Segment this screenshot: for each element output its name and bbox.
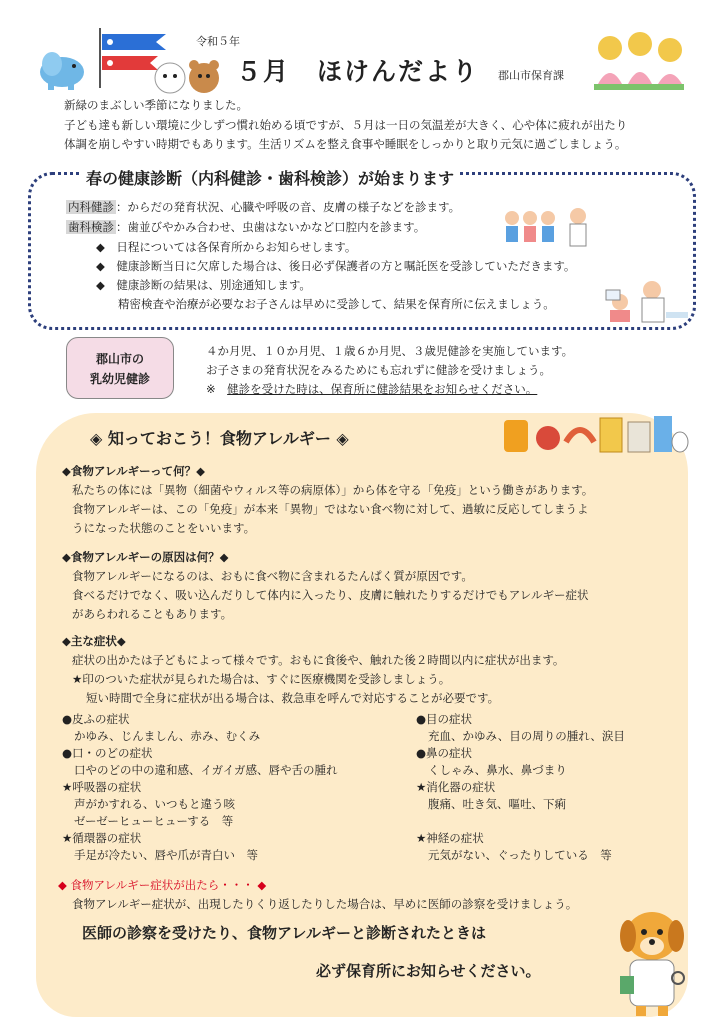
symptom-circ-line: 手足が冷たい、唇や爪が青白い 等 [74,848,258,862]
symptom-mouth-line: 口やのどの中の違和感、イガイガ感、唇や舌の腫れ [74,763,338,777]
symptom-nose-line: くしゃみ、鼻水、鼻づまり [428,763,567,777]
shika-text: ：歯並びやかみ合わせ、虫歯はないかなど口腔内を診ます。 [116,220,426,234]
flowers-illustration [588,30,690,96]
allergy-q1-line-1: 私たちの体には「異物（細菌やウィルス等の病原体）」から体を守る「免疫」という働きがあります。 [72,483,594,497]
checkup-bullet-1: ◆ 日程については各保育所からお知らせします。 [96,240,357,254]
shika-row [66,218,425,237]
infant-box-line-2: 乳幼児健診 [89,372,150,386]
publisher-label: 郡山市保育課 [498,69,564,82]
animal-friends-illustration [150,56,226,96]
symptom-skin-line: かゆみ、じんましん、赤み、むくみ [74,729,261,743]
checkup-bullet-3: ◆ 健康診断の結果は、別途通知します。 [96,278,311,292]
allergy-q3-line-2: ★印のついた症状が見られた場合は、すぐに医療機関を受診しましょう。 [72,672,451,686]
allergy-q3-line-3: 短い時間で全身に症状が出る場合は、救急車を呼んで対応することが必要です。 [86,691,500,705]
checkup-title: 春の健康診断（内科健診・歯科検診）が始まります [80,166,460,189]
symptom-nerve-line: 元気がない、ぐったりしている 等 [428,848,612,862]
allergy-q1-line-3: うになった状態のことをいいます。 [72,521,256,535]
symptom-nerve-head: ★神経の症状 [416,831,484,845]
allergy-q3-line-1: 症状の出かたは子どもによって様々です。おもに食後や、触れた後２時間以内に症状が出ます。 [72,653,565,667]
symptom-skin-head: ●皮ふの症状 [62,712,130,726]
intro-line-1: 新緑のまぶしい季節になりました。 [64,98,248,112]
diamond-icon: ◆ [96,240,105,254]
era-label: 令和５年 [196,35,240,48]
symptom-digest-line: 腹痛、吐き気、嘔吐、下痢 [428,797,566,811]
checkup-bullet-2: ◆ 健康診断当日に欠席した場合は、後日必ず保護者の方と嘱託医を受診していただきます。 [96,259,576,273]
allergy-q4: ◆ 食物アレルギー症状が出たら・・・ ◆ [58,878,267,892]
naika-text: ：からだの発育状況、心臓や呼吸の音、皮膚の様子などを診ます。 [116,200,461,214]
naika-label: 内科健診 [68,200,114,214]
doctor-children-illustration [500,206,596,248]
naika-row [66,198,460,217]
elephant-illustration [34,46,94,90]
symptom-eye-head: ●目の症状 [416,712,473,726]
symptom-resp-head: ★呼吸器の症状 [62,780,142,794]
closing-line-2: 必ず保育所にお知らせください。 [316,962,541,980]
dental-exam-illustration [596,278,692,328]
shika-label: 歯科検診 [68,220,114,234]
allergy-q2-line-3: があらわれることもあります。 [72,607,233,621]
allergy-q2-line-2: 食べるだけでなく、吸い込んだりして体内に入ったり、皮膚に触れたりするだけでもアレルギー症状 [72,588,589,602]
allergy-q2: ◆食物アレルギーの原因は何？◆ [62,550,229,564]
infant-checkup-box [66,337,174,399]
intro-line-2: 子ども達も新しい環境に少しずつ慣れ始める頃ですが、５月は一日の気温差が大きく、心や体に疲れが出たり [64,118,628,132]
checkup-note: 精密検査や治療が必要なお子さんは早めに受診して、結果を保育所に伝えましょう。 [118,297,555,311]
infant-note [206,380,537,399]
intro-line-3: 体調を崩しやすい時期でもあります。生活リズムを整え食事や睡眠をしっかりと取り元気に過ごしましょう。 [64,137,627,151]
symptom-eye-line: 充血、かゆみ、目の周りの腫れ、涙目 [428,729,625,743]
infant-line-1: ４か月児、１０か月児、１歳６か月児、３歳児健診を実施しています。 [206,344,574,358]
infant-note-text: 健診を受けた時は、保育所に健診結果をお知らせください。 [227,382,538,396]
allergen-foods-illustration [500,412,690,456]
symptom-digest-head: ★消化器の症状 [416,780,496,794]
symptom-resp-line-1: 声がかすれる、いつもと違う咳 [74,797,235,811]
closing-line-1: 医師の診察を受けたり、食物アレルギーと診断されたときは [82,924,487,942]
symptom-resp-line-2: ゼーゼーヒューヒューする 等 [74,814,234,828]
symptom-mouth-head: ●口・のどの症状 [62,746,153,760]
allergy-q3: ◆主な症状◆ [62,634,126,648]
infant-box-line-1: 郡山市の [95,352,144,366]
dog-doctor-illustration [612,906,692,1018]
note-mark: ※ [206,382,216,396]
diamond-icon: ◆ [96,259,105,273]
allergy-q1-line-2: 食物アレルギーは、この「免疫」が本来「異物」ではない食べ物に対して、過敏に反応してしまうよ [72,502,589,516]
allergy-title: ◈ 知っておこう！食物アレルギー ◈ [90,429,349,448]
symptom-nose-head: ●鼻の症状 [416,746,473,760]
allergy-q4-line: 食物アレルギー症状が、出現したりくり返したりした場合は、早めに医師の診察を受けましょう。 [72,897,578,911]
page-title: ５月 ほけんだより [236,57,480,86]
diamond-icon: ◆ [96,278,105,292]
symptom-circ-head: ★循環器の症状 [62,831,142,845]
infant-line-2: お子さまの発育状況をみるためにも忘れずに健診を受けましょう。 [206,363,551,377]
allergy-q2-line-1: 食物アレルギーになるのは、おもに食べ物に含まれるたんぱく質が原因です。 [72,569,473,583]
allergy-q1: ◆食物アレルギーって何？◆ [62,464,205,478]
